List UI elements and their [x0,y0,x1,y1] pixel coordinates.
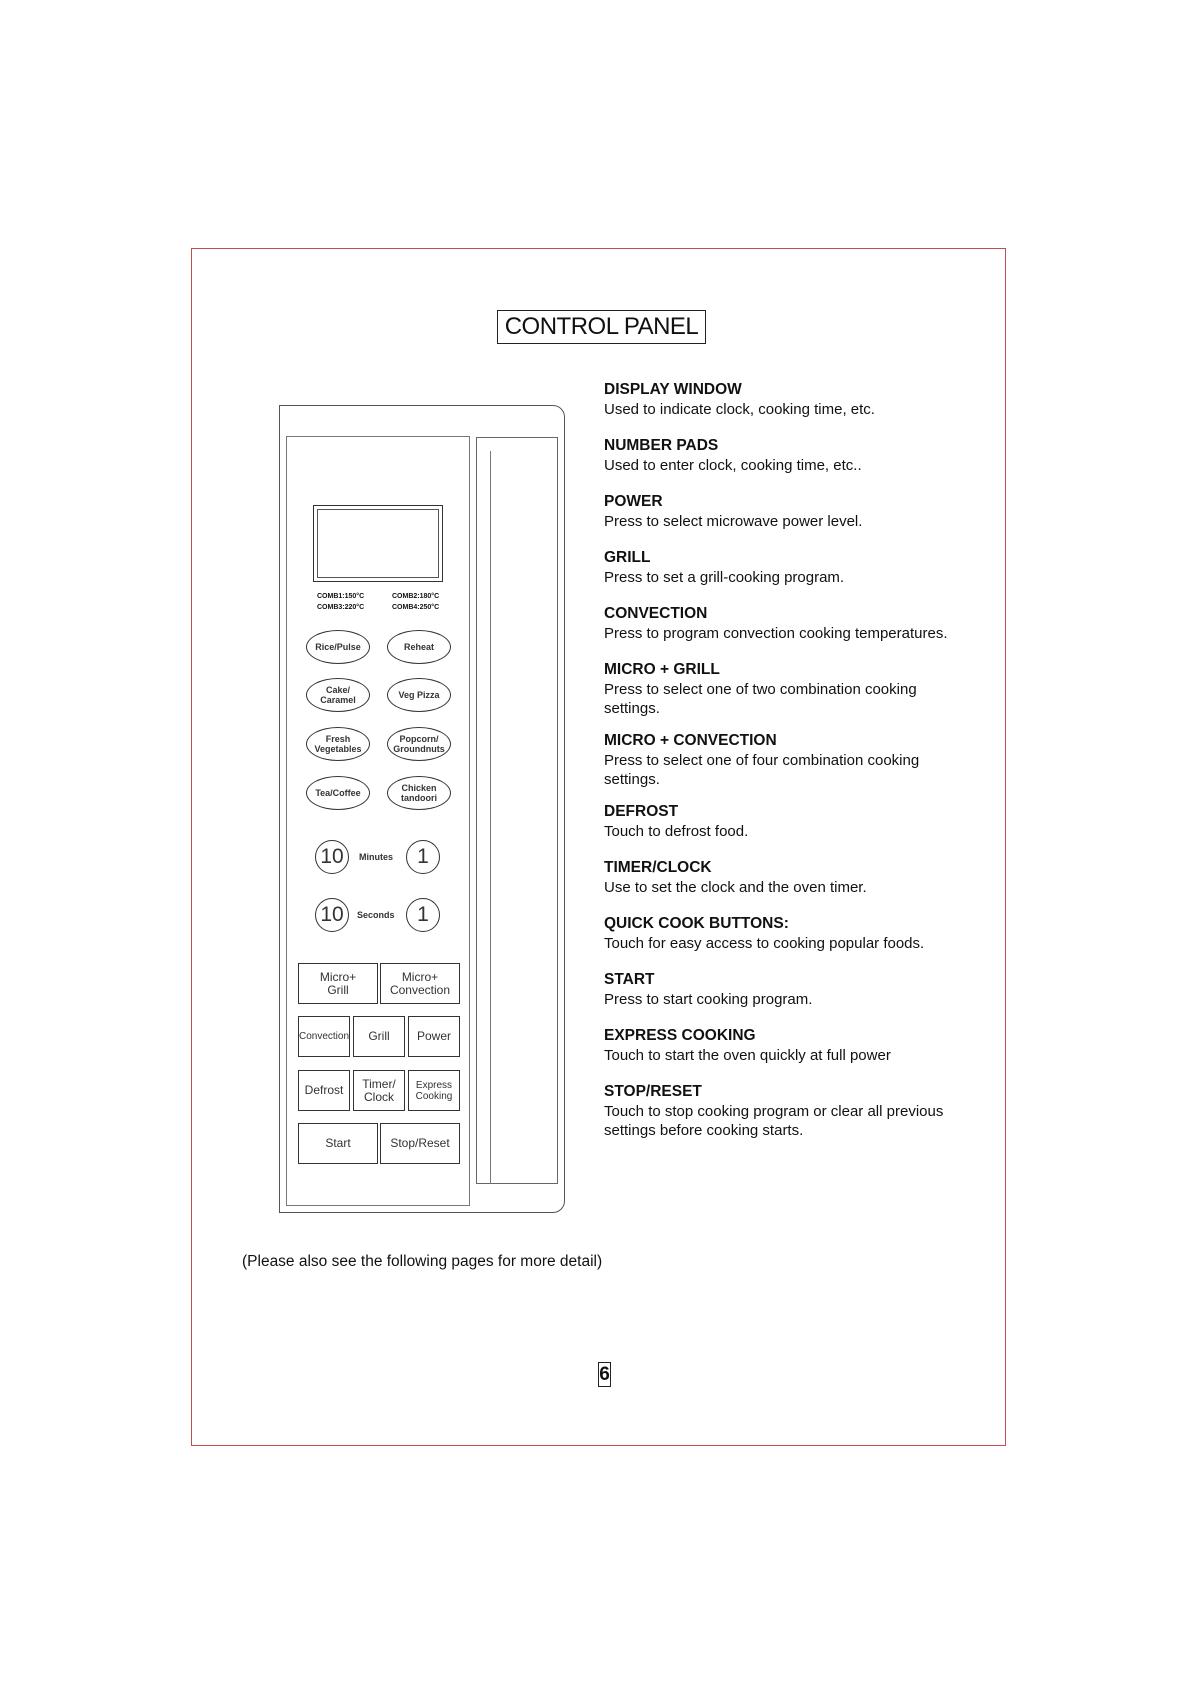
desc-micro-grill [604,660,984,718]
footnote: (Please also see the following pages for more detail) [242,1253,603,1270]
page-number: 6 [599,1364,610,1385]
desc-text: Press to select one of four combination cooking settings. [604,752,920,788]
desc-text: Press to program convection cooking temperatures. [604,625,948,642]
desc-text: Press to select one of two combination cooking settings. [604,681,917,717]
desc-quick-cook [604,914,984,953]
ten-minutes-pad[interactable]: 10 [315,840,349,874]
desc-text: Touch to start the oven quickly at full power [604,1047,891,1064]
desc-heading: EXPRESS COOKING [604,1027,756,1044]
desc-heading: CONVECTION [604,605,708,622]
minutes-label: Minutes [359,852,394,862]
timer-clock-button[interactable]: Timer/ Clock [353,1070,405,1111]
desc-text: Touch to defrost food. [604,823,749,840]
door-strip-inner [490,451,554,1184]
comb-label-1: COMB1:150°C [317,593,365,600]
one-minute-pad[interactable]: 1 [406,840,440,874]
desc-heading: NUMBER PADS [604,437,719,454]
seconds-label: Seconds [357,910,395,920]
tea-coffee-button[interactable]: Tea/Coffee [306,776,370,810]
ten-seconds-pad[interactable]: 10 [315,898,349,932]
page-title: CONTROL PANEL [497,310,706,344]
desc-heading: DEFROST [604,803,679,820]
desc-micro-convection [604,731,984,789]
comb-label-4: COMB4:250°C [392,604,440,611]
comb-label-3: COMB3:220°C [317,604,365,611]
reheat-button[interactable]: Reheat [387,630,451,664]
micro-convection-button[interactable]: Micro+ Convection [380,963,460,1004]
desc-text: Press to set a grill-cooking program. [604,569,845,586]
display-window [313,505,443,582]
comb-label-2: COMB2:180°C [392,593,440,600]
grill-button[interactable]: Grill [353,1016,405,1057]
desc-convection [604,604,984,643]
desc-heading: STOP/RESET [604,1083,702,1100]
desc-grill [604,548,984,587]
desc-heading: TIMER/CLOCK [604,859,712,876]
desc-text: Use to set the clock and the oven timer. [604,879,867,896]
express-cooking-button[interactable]: Express Cooking [408,1070,460,1111]
one-second-pad[interactable]: 1 [406,898,440,932]
veg-pizza-button[interactable]: Veg Pizza [387,678,451,712]
micro-grill-button[interactable]: Micro+ Grill [298,963,378,1004]
desc-heading: QUICK COOK BUTTONS: [604,915,789,932]
desc-heading: START [604,971,655,988]
desc-heading: MICRO + CONVECTION [604,732,777,749]
desc-heading: DISPLAY WINDOW [604,381,742,398]
desc-number-pads [604,436,984,475]
desc-text: Used to indicate clock, cooking time, etc. [604,401,875,418]
desc-stop-reset [604,1082,984,1140]
description-list [604,380,984,1153]
desc-start [604,970,984,1009]
chicken-tandoori-button[interactable]: Chicken tandoori [387,776,451,810]
defrost-button[interactable]: Defrost [298,1070,350,1111]
desc-text: Used to enter clock, cooking time, etc.. [604,457,862,474]
popcorn-groundnuts-button[interactable]: Popcorn/ Groundnuts [387,727,451,761]
rice-pulse-button[interactable]: Rice/Pulse [306,630,370,664]
desc-heading: GRILL [604,549,651,566]
desc-heading: POWER [604,493,663,510]
start-button[interactable]: Start [298,1123,378,1164]
desc-power [604,492,984,531]
fresh-vegetables-button[interactable]: Fresh Vegetables [306,727,370,761]
desc-text: Press to select microwave power level. [604,513,863,530]
desc-text: Touch to stop cooking program or clear all previous settings before cooking starts. [604,1103,944,1139]
stop-reset-button[interactable]: Stop/Reset [380,1123,460,1164]
power-button[interactable]: Power [408,1016,460,1057]
desc-timer-clock [604,858,984,897]
desc-defrost [604,802,984,841]
desc-heading: MICRO + GRILL [604,661,720,678]
convection-button[interactable]: Convection [298,1016,350,1057]
desc-express-cooking [604,1026,984,1065]
desc-text: Touch for easy access to cooking popular foods. [604,935,925,952]
desc-text: Press to start cooking program. [604,991,813,1008]
cake-caramel-button[interactable]: Cake/ Caramel [306,678,370,712]
desc-display-window [604,380,984,419]
